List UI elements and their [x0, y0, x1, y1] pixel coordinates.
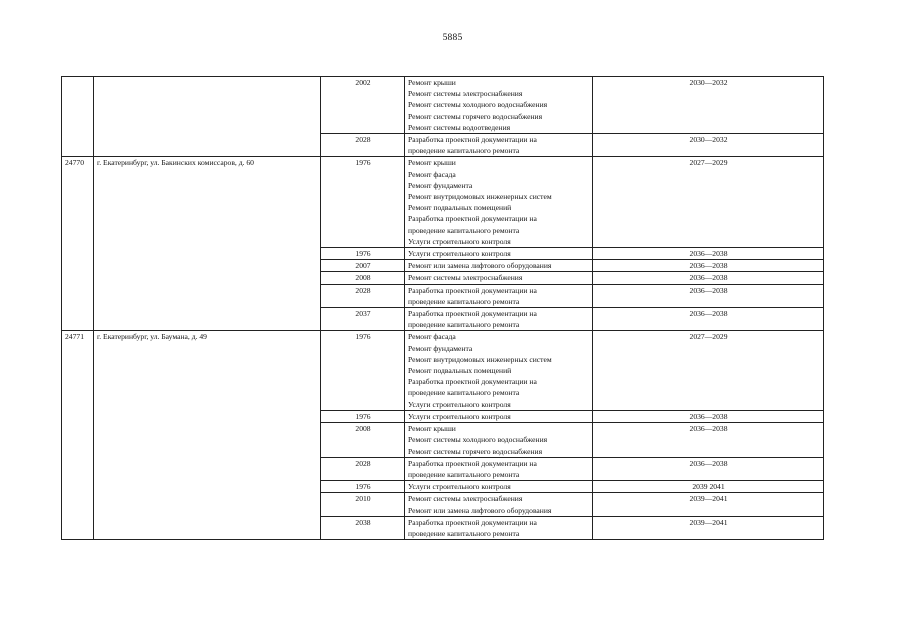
year-cell: 2028 — [321, 284, 405, 307]
work-type-line: Ремонт системы горячего водоснабжения — [408, 111, 543, 121]
planned-period-cell: 2039—2041 — [593, 493, 824, 516]
year-cell: 2038 — [321, 516, 405, 539]
year-cell: 2010 — [321, 493, 405, 516]
work-type-line: Ремонт подвальных помещений — [408, 366, 512, 376]
planned-period-cell: 2036—2038 — [593, 410, 824, 422]
address-cell: г. Екатеринбург, ул. Бакинских комиссаров, д. 60 — [94, 157, 321, 331]
year-cell: 2008 — [321, 423, 405, 458]
work-type-line: проведение капитального ремонта — [408, 320, 520, 330]
work-types-cell — [405, 77, 593, 134]
work-type-line: Услуги строительного контроля — [408, 236, 511, 246]
work-types-cell — [405, 248, 593, 260]
work-types-cell — [405, 272, 593, 284]
year-cell: 1976 — [321, 157, 405, 248]
work-type-line: Ремонт системы холодного водоснабжения — [408, 100, 548, 110]
work-types-cell — [405, 423, 593, 458]
work-types-cell — [405, 260, 593, 272]
table-row — [62, 331, 824, 410]
planned-period-cell: 2036—2038 — [593, 457, 824, 480]
work-types-cell — [405, 284, 593, 307]
work-types-cell — [405, 481, 593, 493]
work-type-line: Услуги строительного контроля — [408, 399, 511, 409]
planned-period-cell: 2036—2038 — [593, 423, 824, 458]
work-type-line: Разработка проектной документации на — [408, 135, 537, 145]
work-type-line: проведение капитального ремонта — [408, 146, 520, 156]
planned-period-cell: 2030—2032 — [593, 77, 824, 134]
house-number-cell — [62, 77, 94, 157]
work-type-line: Ремонт или замена лифтового оборудования — [408, 261, 552, 271]
work-type-line: Ремонт внутридомовых инженерных систем — [408, 192, 552, 202]
work-type-line: Ремонт системы холодного водоснабжения — [408, 435, 548, 445]
work-type-line: Ремонт или замена лифтового оборудования — [408, 505, 552, 515]
table-row — [62, 77, 824, 134]
work-types-cell — [405, 516, 593, 539]
year-cell: 1976 — [321, 248, 405, 260]
address-cell — [94, 77, 321, 157]
work-type-line: Ремонт системы водоотведения — [408, 122, 511, 132]
work-type-line: Ремонт фасада — [408, 169, 456, 179]
work-type-line: проведение капитального ремонта — [408, 296, 520, 306]
table-body — [62, 77, 824, 540]
page-number: 5885 — [442, 33, 463, 43]
work-types-cell — [405, 457, 593, 480]
work-type-line: Разработка проектной документации на — [408, 214, 537, 224]
table-row — [62, 157, 824, 248]
work-type-line: Разработка проектной документации на — [408, 285, 537, 295]
work-type-line: Ремонт подвальных помещений — [408, 203, 512, 213]
work-types-cell — [405, 157, 593, 248]
year-cell: 2007 — [321, 260, 405, 272]
year-cell: 1976 — [321, 481, 405, 493]
work-type-line: Услуги строительного контроля — [408, 249, 511, 259]
planned-period-cell: 2027—2029 — [593, 157, 824, 248]
work-type-line: Ремонт системы электроснабжения — [408, 89, 523, 99]
planned-period-cell: 2036—2038 — [593, 284, 824, 307]
work-types-cell — [405, 410, 593, 422]
work-type-line: Услуги строительного контроля — [408, 482, 511, 492]
work-type-line: Ремонт системы горячего водоснабжения — [408, 446, 543, 456]
work-type-line: Ремонт внутридомовых инженерных систем — [408, 354, 552, 364]
capital-repair-table — [61, 76, 824, 540]
work-type-line: проведение капитального ремонта — [408, 469, 520, 479]
work-type-line: проведение капитального ремонта — [408, 528, 520, 538]
work-types-cell — [405, 331, 593, 410]
work-types-cell — [405, 134, 593, 157]
work-type-line: Ремонт крыши — [408, 158, 456, 168]
work-type-line: Ремонт фасада — [408, 332, 456, 342]
planned-period-cell: 2030—2032 — [593, 134, 824, 157]
year-cell: 1976 — [321, 410, 405, 422]
work-type-line: Ремонт крыши — [408, 424, 456, 434]
work-type-line: Разработка проектной документации на — [408, 309, 537, 319]
work-type-line: Ремонт фундамента — [408, 343, 473, 353]
work-type-line: Услуги строительного контроля — [408, 411, 511, 421]
work-type-line: Ремонт крыши — [408, 78, 456, 87]
house-number-cell: 24770 — [62, 157, 94, 331]
work-type-line: проведение капитального ремонта — [408, 225, 520, 235]
work-type-line: Ремонт системы электроснабжения — [408, 494, 523, 504]
work-type-line: проведение капитального ремонта — [408, 388, 520, 398]
year-cell: 2037 — [321, 308, 405, 331]
house-number-cell: 24771 — [62, 331, 94, 540]
year-cell: 2008 — [321, 272, 405, 284]
work-types-cell — [405, 308, 593, 331]
work-type-line: Разработка проектной документации на — [408, 517, 537, 527]
address-cell: г. Екатеринбург, ул. Баумана, д. 49 — [94, 331, 321, 540]
work-type-line: Ремонт системы электроснабжения — [408, 273, 523, 283]
work-type-line: Разработка проектной документации на — [408, 377, 537, 387]
work-type-line: Разработка проектной документации на — [408, 458, 537, 468]
year-cell: 2028 — [321, 134, 405, 157]
year-cell: 2002 — [321, 77, 405, 134]
planned-period-cell: 2036—2038 — [593, 272, 824, 284]
work-types-cell — [405, 493, 593, 516]
year-cell: 1976 — [321, 331, 405, 410]
planned-period-cell: 2039—2041 — [593, 516, 824, 539]
planned-period-cell: 2039 2041 — [593, 481, 824, 493]
planned-period-cell: 2036—2038 — [593, 260, 824, 272]
planned-period-cell: 2036—2038 — [593, 308, 824, 331]
planned-period-cell: 2036—2038 — [593, 248, 824, 260]
work-type-line: Ремонт фундамента — [408, 180, 473, 190]
planned-period-cell: 2027—2029 — [593, 331, 824, 410]
year-cell: 2028 — [321, 457, 405, 480]
